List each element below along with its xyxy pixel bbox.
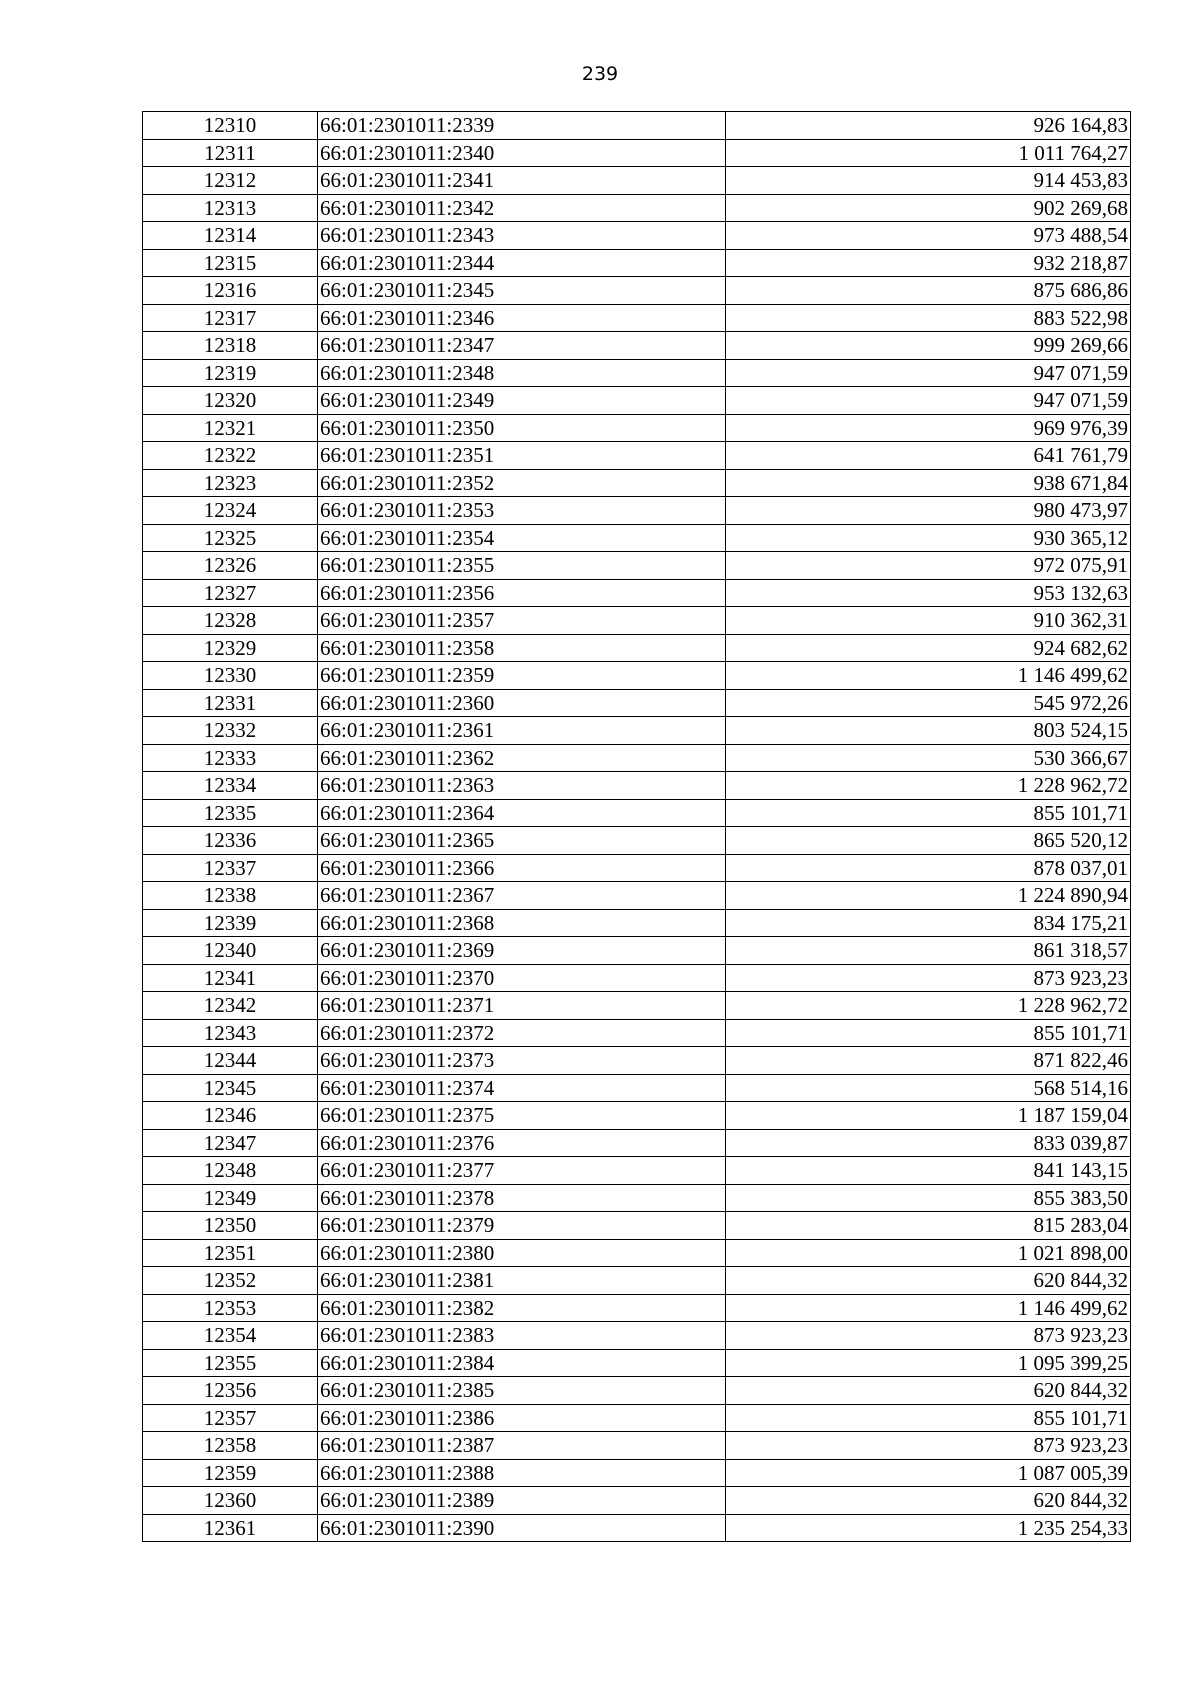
- table-row: [143, 1184, 1131, 1212]
- cadastral-number-cell: 66:01:2301011:2383: [318, 1322, 726, 1350]
- table-row: [143, 194, 1131, 222]
- cadastral-number-cell: 66:01:2301011:2361: [318, 717, 726, 745]
- cadastral-value-cell: 1 011 764,27: [726, 139, 1131, 167]
- table-row: [143, 772, 1131, 800]
- cadastral-value-cell: 855 383,50: [726, 1184, 1131, 1212]
- table-row: [143, 1322, 1131, 1350]
- cadastral-number-cell: 66:01:2301011:2378: [318, 1184, 726, 1212]
- cadastral-number-cell: 66:01:2301011:2371: [318, 992, 726, 1020]
- table-row: [143, 1487, 1131, 1515]
- cadastral-number-cell: 66:01:2301011:2347: [318, 332, 726, 360]
- table-row: [143, 1019, 1131, 1047]
- cadastral-value-cell: 861 318,57: [726, 937, 1131, 965]
- row-number-cell: 12316: [143, 277, 318, 305]
- table-row: [143, 1157, 1131, 1185]
- row-number-cell: 12327: [143, 579, 318, 607]
- table-row: [143, 1267, 1131, 1295]
- table-row: [143, 909, 1131, 937]
- row-number-cell: 12325: [143, 524, 318, 552]
- row-number-cell: 12319: [143, 359, 318, 387]
- row-number-cell: 12340: [143, 937, 318, 965]
- cadastral-number-cell: 66:01:2301011:2348: [318, 359, 726, 387]
- table-row: [143, 1102, 1131, 1130]
- cadastral-number-cell: 66:01:2301011:2353: [318, 497, 726, 525]
- row-number-cell: 12344: [143, 1047, 318, 1075]
- cadastral-number-cell: 66:01:2301011:2386: [318, 1404, 726, 1432]
- row-number-cell: 12338: [143, 882, 318, 910]
- cadastral-value-cell: 930 365,12: [726, 524, 1131, 552]
- row-number-cell: 12335: [143, 799, 318, 827]
- table-row: [143, 277, 1131, 305]
- cadastral-value-cell: 883 522,98: [726, 304, 1131, 332]
- cadastral-number-cell: 66:01:2301011:2341: [318, 167, 726, 195]
- table-row: [143, 744, 1131, 772]
- cadastral-number-cell: 66:01:2301011:2390: [318, 1514, 726, 1542]
- table-row: [143, 139, 1131, 167]
- cadastral-value-cell: 1 228 962,72: [726, 772, 1131, 800]
- cadastral-value-cell: 620 844,32: [726, 1487, 1131, 1515]
- row-number-cell: 12347: [143, 1129, 318, 1157]
- table-row: [143, 992, 1131, 1020]
- table-row: [143, 1047, 1131, 1075]
- table-row: [143, 634, 1131, 662]
- row-number-cell: 12351: [143, 1239, 318, 1267]
- cadastral-value-cell: 865 520,12: [726, 827, 1131, 855]
- row-number-cell: 12311: [143, 139, 318, 167]
- row-number-cell: 12359: [143, 1459, 318, 1487]
- row-number-cell: 12357: [143, 1404, 318, 1432]
- cadastral-value-cell: 947 071,59: [726, 387, 1131, 415]
- table-row: [143, 249, 1131, 277]
- cadastral-value-cell: 1 146 499,62: [726, 662, 1131, 690]
- cadastral-value-cell: 914 453,83: [726, 167, 1131, 195]
- cadastral-value-cell: 973 488,54: [726, 222, 1131, 250]
- row-number-cell: 12349: [143, 1184, 318, 1212]
- table-row: [143, 882, 1131, 910]
- cadastral-number-cell: 66:01:2301011:2357: [318, 607, 726, 635]
- cadastral-number-cell: 66:01:2301011:2344: [318, 249, 726, 277]
- row-number-cell: 12323: [143, 469, 318, 497]
- cadastral-value-cell: 620 844,32: [726, 1267, 1131, 1295]
- cadastral-number-cell: 66:01:2301011:2385: [318, 1377, 726, 1405]
- row-number-cell: 12310: [143, 112, 318, 140]
- cadastral-number-cell: 66:01:2301011:2374: [318, 1074, 726, 1102]
- cadastral-number-cell: 66:01:2301011:2379: [318, 1212, 726, 1240]
- row-number-cell: 12354: [143, 1322, 318, 1350]
- row-number-cell: 12350: [143, 1212, 318, 1240]
- row-number-cell: 12348: [143, 1157, 318, 1185]
- table-row: [143, 1129, 1131, 1157]
- row-number-cell: 12334: [143, 772, 318, 800]
- cadastral-number-cell: 66:01:2301011:2343: [318, 222, 726, 250]
- row-number-cell: 12315: [143, 249, 318, 277]
- table-row: [143, 442, 1131, 470]
- row-number-cell: 12337: [143, 854, 318, 882]
- table-row: [143, 662, 1131, 690]
- cadastral-number-cell: 66:01:2301011:2355: [318, 552, 726, 580]
- row-number-cell: 12346: [143, 1102, 318, 1130]
- cadastral-number-cell: 66:01:2301011:2377: [318, 1157, 726, 1185]
- row-number-cell: 12352: [143, 1267, 318, 1295]
- row-number-cell: 12339: [143, 909, 318, 937]
- cadastral-number-cell: 66:01:2301011:2388: [318, 1459, 726, 1487]
- cadastral-number-cell: 66:01:2301011:2384: [318, 1349, 726, 1377]
- cadastral-value-cell: 1 087 005,39: [726, 1459, 1131, 1487]
- cadastral-value-cell: 953 132,63: [726, 579, 1131, 607]
- cadastral-value-cell: 1 224 890,94: [726, 882, 1131, 910]
- cadastral-value-cell: 878 037,01: [726, 854, 1131, 882]
- row-number-cell: 12313: [143, 194, 318, 222]
- cadastral-value-cell: 947 071,59: [726, 359, 1131, 387]
- cadastral-number-cell: 66:01:2301011:2342: [318, 194, 726, 222]
- table-row: [143, 524, 1131, 552]
- row-number-cell: 12356: [143, 1377, 318, 1405]
- table-row: [143, 1349, 1131, 1377]
- table-row: [143, 854, 1131, 882]
- cadastral-value-cell: 902 269,68: [726, 194, 1131, 222]
- cadastral-value-cell: 873 923,23: [726, 1432, 1131, 1460]
- cadastral-number-cell: 66:01:2301011:2350: [318, 414, 726, 442]
- cadastral-number-cell: 66:01:2301011:2365: [318, 827, 726, 855]
- table-row: [143, 579, 1131, 607]
- cadastral-value-cell: 938 671,84: [726, 469, 1131, 497]
- cadastral-value-cell: 841 143,15: [726, 1157, 1131, 1185]
- cadastral-value-cell: 803 524,15: [726, 717, 1131, 745]
- cadastral-number-cell: 66:01:2301011:2375: [318, 1102, 726, 1130]
- row-number-cell: 12353: [143, 1294, 318, 1322]
- cadastral-number-cell: 66:01:2301011:2349: [318, 387, 726, 415]
- cadastral-value-cell: 873 923,23: [726, 1322, 1131, 1350]
- table-body: [143, 112, 1131, 1542]
- table-row: [143, 332, 1131, 360]
- row-number-cell: 12331: [143, 689, 318, 717]
- cadastral-number-cell: 66:01:2301011:2373: [318, 1047, 726, 1075]
- table-row: [143, 1404, 1131, 1432]
- row-number-cell: 12336: [143, 827, 318, 855]
- table-row: [143, 359, 1131, 387]
- cadastral-value-cell: 972 075,91: [726, 552, 1131, 580]
- cadastral-value-cell: 545 972,26: [726, 689, 1131, 717]
- cadastral-number-cell: 66:01:2301011:2372: [318, 1019, 726, 1047]
- row-number-cell: 12321: [143, 414, 318, 442]
- row-number-cell: 12341: [143, 964, 318, 992]
- cadastral-value-cell: 1 021 898,00: [726, 1239, 1131, 1267]
- table-row: [143, 1074, 1131, 1102]
- cadastral-value-cell: 924 682,62: [726, 634, 1131, 662]
- table-row: [143, 1432, 1131, 1460]
- cadastral-value-cell: 871 822,46: [726, 1047, 1131, 1075]
- row-number-cell: 12320: [143, 387, 318, 415]
- row-number-cell: 12312: [143, 167, 318, 195]
- table-row: [143, 1212, 1131, 1240]
- cadastral-value-cell: 641 761,79: [726, 442, 1131, 470]
- cadastral-value-cell: 620 844,32: [726, 1377, 1131, 1405]
- row-number-cell: 12342: [143, 992, 318, 1020]
- cadastral-value-cell: 873 923,23: [726, 964, 1131, 992]
- cadastral-number-cell: 66:01:2301011:2345: [318, 277, 726, 305]
- cadastral-value-cell: 855 101,71: [726, 1404, 1131, 1432]
- page-number: 239: [581, 63, 619, 85]
- cadastral-number-cell: 66:01:2301011:2351: [318, 442, 726, 470]
- table-row: [143, 799, 1131, 827]
- table-row: [143, 607, 1131, 635]
- cadastral-value-cell: 980 473,97: [726, 497, 1131, 525]
- cadastral-value-cell: 932 218,87: [726, 249, 1131, 277]
- table-row: [143, 112, 1131, 140]
- cadastral-number-cell: 66:01:2301011:2370: [318, 964, 726, 992]
- cadastral-number-cell: 66:01:2301011:2339: [318, 112, 726, 140]
- cadastral-value-cell: 969 976,39: [726, 414, 1131, 442]
- row-number-cell: 12318: [143, 332, 318, 360]
- cadastral-value-cell: 999 269,66: [726, 332, 1131, 360]
- row-number-cell: 12361: [143, 1514, 318, 1542]
- cadastral-value-cell: 855 101,71: [726, 1019, 1131, 1047]
- cadastral-value-cell: 1 187 159,04: [726, 1102, 1131, 1130]
- row-number-cell: 12322: [143, 442, 318, 470]
- table-row: [143, 1377, 1131, 1405]
- table-row: [143, 167, 1131, 195]
- cadastral-number-cell: 66:01:2301011:2367: [318, 882, 726, 910]
- row-number-cell: 12317: [143, 304, 318, 332]
- cadastral-number-cell: 66:01:2301011:2381: [318, 1267, 726, 1295]
- row-number-cell: 12326: [143, 552, 318, 580]
- cadastral-value-cell: 530 366,67: [726, 744, 1131, 772]
- row-number-cell: 12329: [143, 634, 318, 662]
- row-number-cell: 12333: [143, 744, 318, 772]
- cadastral-number-cell: 66:01:2301011:2380: [318, 1239, 726, 1267]
- cadastral-number-cell: 66:01:2301011:2369: [318, 937, 726, 965]
- row-number-cell: 12360: [143, 1487, 318, 1515]
- row-number-cell: 12324: [143, 497, 318, 525]
- cadastral-value-cell: 1 235 254,33: [726, 1514, 1131, 1542]
- cadastral-number-cell: 66:01:2301011:2368: [318, 909, 726, 937]
- table-row: [143, 689, 1131, 717]
- cadastral-number-cell: 66:01:2301011:2358: [318, 634, 726, 662]
- cadastral-number-cell: 66:01:2301011:2354: [318, 524, 726, 552]
- cadastral-number-cell: 66:01:2301011:2363: [318, 772, 726, 800]
- table-row: [143, 497, 1131, 525]
- cadastral-number-cell: 66:01:2301011:2382: [318, 1294, 726, 1322]
- cadastral-number-cell: 66:01:2301011:2340: [318, 139, 726, 167]
- table-row: [143, 827, 1131, 855]
- cadastral-number-cell: 66:01:2301011:2360: [318, 689, 726, 717]
- cadastral-value-cell: 815 283,04: [726, 1212, 1131, 1240]
- cadastral-value-cell: 875 686,86: [726, 277, 1131, 305]
- cadastral-number-cell: 66:01:2301011:2389: [318, 1487, 726, 1515]
- row-number-cell: 12328: [143, 607, 318, 635]
- cadastral-value-cell: 568 514,16: [726, 1074, 1131, 1102]
- cadastral-number-cell: 66:01:2301011:2366: [318, 854, 726, 882]
- cadastral-number-cell: 66:01:2301011:2359: [318, 662, 726, 690]
- table-row: [143, 1239, 1131, 1267]
- cadastral-number-cell: 66:01:2301011:2352: [318, 469, 726, 497]
- cadastral-value-table: [142, 111, 1131, 1542]
- table-row: [143, 222, 1131, 250]
- cadastral-number-cell: 66:01:2301011:2362: [318, 744, 726, 772]
- table-row: [143, 717, 1131, 745]
- row-number-cell: 12358: [143, 1432, 318, 1460]
- table-row: [143, 1459, 1131, 1487]
- cadastral-value-cell: 1 095 399,25: [726, 1349, 1131, 1377]
- row-number-cell: 12330: [143, 662, 318, 690]
- table-row: [143, 414, 1131, 442]
- cadastral-value-cell: 1 146 499,62: [726, 1294, 1131, 1322]
- table-row: [143, 304, 1131, 332]
- table-row: [143, 469, 1131, 497]
- table-row: [143, 964, 1131, 992]
- row-number-cell: 12345: [143, 1074, 318, 1102]
- cadastral-number-cell: 66:01:2301011:2364: [318, 799, 726, 827]
- cadastral-number-cell: 66:01:2301011:2346: [318, 304, 726, 332]
- cadastral-value-cell: 855 101,71: [726, 799, 1131, 827]
- row-number-cell: 12355: [143, 1349, 318, 1377]
- cadastral-value-cell: 833 039,87: [726, 1129, 1131, 1157]
- table-row: [143, 387, 1131, 415]
- cadastral-value-cell: 910 362,31: [726, 607, 1131, 635]
- cadastral-number-cell: 66:01:2301011:2387: [318, 1432, 726, 1460]
- row-number-cell: 12314: [143, 222, 318, 250]
- table-row: [143, 1514, 1131, 1542]
- row-number-cell: 12332: [143, 717, 318, 745]
- cadastral-value-cell: 834 175,21: [726, 909, 1131, 937]
- row-number-cell: 12343: [143, 1019, 318, 1047]
- cadastral-number-cell: 66:01:2301011:2356: [318, 579, 726, 607]
- table-row: [143, 1294, 1131, 1322]
- cadastral-number-cell: 66:01:2301011:2376: [318, 1129, 726, 1157]
- table-row: [143, 552, 1131, 580]
- cadastral-value-cell: 926 164,83: [726, 112, 1131, 140]
- table-row: [143, 937, 1131, 965]
- cadastral-value-cell: 1 228 962,72: [726, 992, 1131, 1020]
